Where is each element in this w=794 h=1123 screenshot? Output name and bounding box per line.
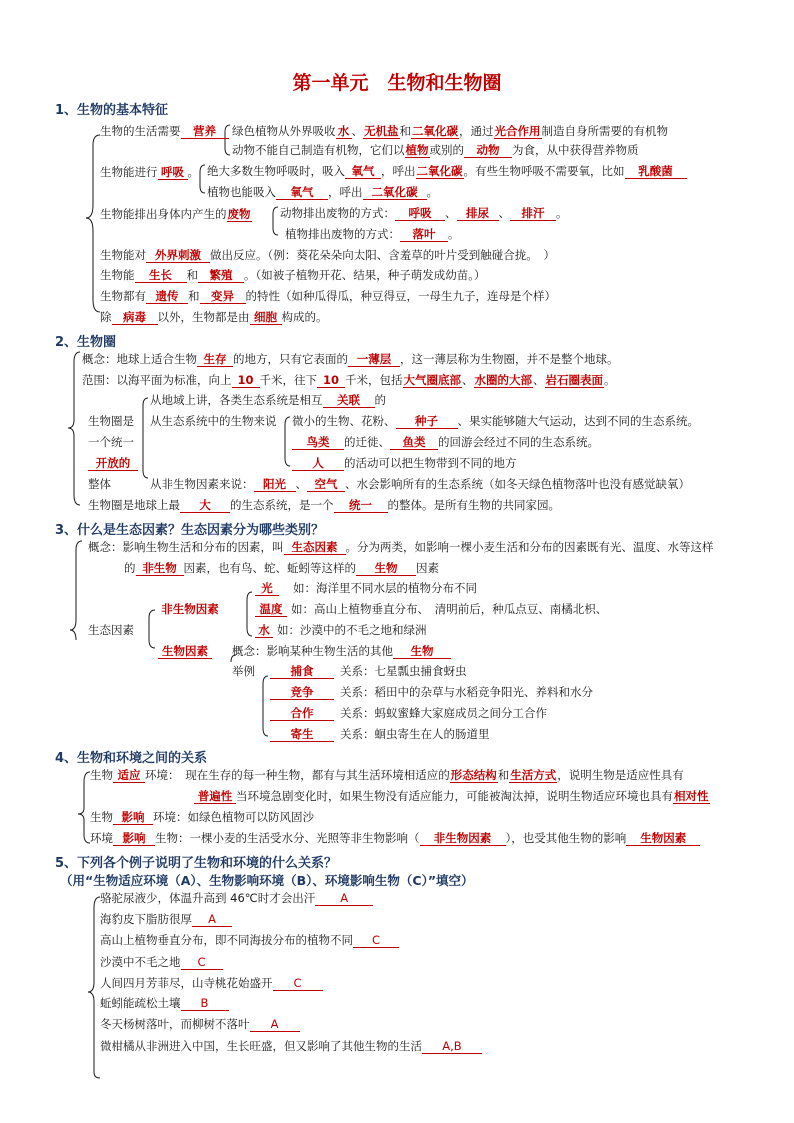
blank-reproduction: 繁殖 bbox=[198, 269, 244, 283]
blank-atmosphere: 大气圈底部 bbox=[403, 373, 461, 387]
text: 生物 bbox=[90, 768, 113, 782]
factor-concept-row-2 bbox=[124, 561, 439, 576]
text: 如：海洋里不同水层的植物分布不同 bbox=[293, 581, 477, 595]
example-item bbox=[100, 891, 373, 906]
text: ，说明生物是适应性具有 bbox=[557, 768, 684, 782]
blank-organisms: 生物 bbox=[393, 645, 451, 659]
blank-biotic-factor: 生物因素 bbox=[626, 832, 700, 846]
text: 环境：如绿色植物可以防风固沙 bbox=[153, 810, 314, 824]
blank-temperature: 温度 bbox=[255, 603, 287, 617]
blank-animals: 动物 bbox=[464, 144, 512, 158]
blank-competition: 竞争 bbox=[270, 686, 334, 700]
example-cooperation bbox=[270, 706, 547, 721]
respiration-row-1 bbox=[207, 164, 687, 179]
animal-nutrition-row bbox=[232, 143, 639, 158]
text: 。 bbox=[604, 373, 616, 387]
example-item bbox=[100, 912, 232, 927]
example-label: 举例 bbox=[232, 664, 255, 678]
answer-blank: C bbox=[181, 956, 223, 970]
adapt-row-2 bbox=[194, 789, 710, 804]
temperature-row bbox=[255, 602, 607, 617]
text: 的回游会经过不同的生态系统。 bbox=[438, 435, 599, 449]
text: 、水会影响所有的生态系统（如冬天绿色植物落叶也没有感觉缺氧） bbox=[345, 477, 690, 491]
text: 构成的。 bbox=[281, 310, 328, 324]
text: 关系：蛔虫寄生在人的肠道里 bbox=[340, 727, 490, 741]
text: 。有些生物呼吸不需要氧，比如 bbox=[463, 164, 625, 178]
blank-respiration: 呼吸 bbox=[158, 166, 188, 180]
blank-abiotic-factor: 非生物因素 bbox=[420, 832, 506, 846]
example-text: 海豹皮下脂肪很厚 bbox=[100, 912, 192, 926]
abiotic-label bbox=[158, 602, 222, 617]
blank-co2: 二氧化碳 bbox=[416, 164, 463, 178]
adapt-row-1 bbox=[90, 768, 684, 783]
text: 因素 bbox=[416, 561, 439, 575]
example-text: 沙漠中不毛之地 bbox=[100, 955, 181, 969]
text: 、 bbox=[498, 206, 510, 220]
text: 。（如被子植物开花、结果，种子萌发成幼苗。） bbox=[244, 268, 486, 282]
heredity-row bbox=[100, 289, 556, 304]
text: 生物能 bbox=[100, 268, 135, 282]
text: 、 bbox=[295, 477, 307, 491]
biotic-concept-row bbox=[232, 644, 451, 659]
text: 从非生物因素来说： bbox=[150, 477, 254, 491]
example-text: 蚯蚓能疏松土壤 bbox=[100, 996, 181, 1010]
blank-ecological-factor: 生态因素 bbox=[284, 541, 346, 555]
cell-row bbox=[100, 310, 328, 325]
blank-relativity: 相对性 bbox=[674, 789, 709, 803]
section-2-heading: 2、生物圈 bbox=[55, 335, 117, 350]
blank-survival: 生存 bbox=[197, 353, 233, 367]
example-item bbox=[100, 933, 399, 948]
text: 以外，生物都是由 bbox=[157, 310, 250, 324]
text: 环境 bbox=[90, 831, 113, 845]
blank-lifestyle: 生活方式 bbox=[510, 768, 557, 782]
text: 生物因素 bbox=[158, 645, 212, 659]
text: 和 bbox=[188, 289, 200, 303]
text: ），也受其他生物的影响 bbox=[505, 831, 627, 845]
blank-variation: 变异 bbox=[200, 290, 246, 304]
environment-row bbox=[90, 831, 700, 846]
text: 的活动可以把生物带到不同的地方 bbox=[344, 456, 517, 470]
blank-cell: 细胞 bbox=[250, 311, 282, 325]
biosphere-largest-row bbox=[88, 498, 560, 513]
factor-concept-row-1 bbox=[88, 540, 714, 555]
text: 、 bbox=[533, 373, 545, 387]
text: 绿色植物从外界吸收 bbox=[232, 124, 336, 138]
text: 生物圈是地球上最 bbox=[88, 498, 180, 512]
blank-plants: 植物 bbox=[405, 143, 429, 157]
blank-thin-layer: 一薄层 bbox=[348, 353, 400, 367]
text: 生物能对 bbox=[100, 248, 146, 262]
text: 关系：七星瓢虫捕食蚜虫 bbox=[340, 664, 467, 678]
text: 植物排出废物的方式： bbox=[285, 227, 400, 241]
text: 绝大多数生物呼吸时，吸入 bbox=[207, 164, 345, 178]
plant-waste-row bbox=[285, 227, 460, 242]
blank-affect: 影响 bbox=[113, 811, 153, 825]
blank-oxygen: 氧气 bbox=[345, 165, 381, 179]
bio-row-3 bbox=[292, 456, 517, 471]
eco-related-row bbox=[150, 393, 386, 408]
text: 的特性（如种瓜得瓜，种豆得豆，一母生九子，连母是个样） bbox=[245, 289, 556, 303]
biosphere-left-1: 生物圈是 bbox=[88, 414, 134, 428]
waste-label-row bbox=[100, 207, 252, 222]
blank-open: 开放的 bbox=[88, 457, 138, 471]
text: 动物不能自己制造有机物，它们以 bbox=[232, 143, 405, 157]
example-text: 冬天杨树落叶，而柳树不落叶 bbox=[100, 1017, 250, 1031]
text: 、 bbox=[445, 206, 457, 220]
text: 和 bbox=[497, 768, 510, 782]
text: 如：高山上植物垂直分布、 清明前后，种瓜点豆、南橘北枳、 bbox=[291, 602, 608, 616]
answer-blank: A bbox=[192, 913, 232, 927]
text: 当环境急剧变化时，如果生物没有适应能力，可能被淘汰掉，说明生物适应环境也具有 bbox=[236, 789, 673, 803]
section-5-heading: 5、下列各个例子说明了生物和环境的什么关系？ bbox=[55, 856, 338, 871]
answer-blank: A bbox=[315, 892, 373, 906]
blank-leaf-fall: 落叶 bbox=[400, 228, 448, 242]
text: 。分为两类，如影响一棵小麦生活和分布的因素既有光、温度、水等这样 bbox=[345, 540, 714, 554]
blank-down-km: 10 bbox=[317, 374, 345, 388]
blank-unified: 统一 bbox=[334, 499, 388, 513]
example-item bbox=[100, 1039, 482, 1054]
text: 生物能进行 bbox=[100, 165, 158, 179]
respiration-label-row bbox=[100, 165, 199, 180]
blank-water: 水 bbox=[255, 624, 273, 638]
nutrition-label-row bbox=[100, 124, 229, 139]
blank-up-km: 10 bbox=[232, 374, 260, 388]
text: 做出反应。（例：葵花朵朵向太阳、含羞草的叶片受到触碰合拢。 ） bbox=[210, 248, 555, 262]
bio-row-2 bbox=[292, 435, 599, 450]
text: 从地域上讲，各类生态系统是相互 bbox=[150, 393, 323, 407]
example-competition bbox=[270, 685, 593, 700]
blank-minerals: 无机盐 bbox=[364, 124, 399, 138]
affect-row bbox=[90, 810, 314, 825]
blank-growth: 生长 bbox=[135, 269, 187, 283]
text: 的 bbox=[124, 561, 136, 575]
text: 范围：以海平面为标准，向上 bbox=[82, 373, 232, 387]
example-text: 高山上植物垂直分布，即不同海拔分布的植物不同 bbox=[100, 933, 353, 947]
section-3-heading: 3、什么是生态因素？生态因素分为哪些类别？ bbox=[55, 523, 325, 538]
blank-related: 关联 bbox=[323, 394, 375, 408]
blank-human: 人 bbox=[292, 457, 344, 471]
blank-air: 空气 bbox=[307, 478, 345, 492]
text: 生物能排出身体内产生的 bbox=[100, 207, 227, 221]
text: 因素，也有鸟、蛇、蚯蚓等这样的 bbox=[183, 561, 356, 575]
text: 的地方，只有它表面的 bbox=[233, 352, 348, 366]
blank-lactobacillus: 乳酸菌 bbox=[625, 165, 687, 179]
page-title: 第一单元 生物和生物圈 bbox=[292, 72, 502, 94]
blank-virus: 病毒 bbox=[112, 311, 158, 325]
blank-heredity: 遗传 bbox=[146, 290, 188, 304]
biosphere-range-row bbox=[82, 373, 616, 388]
blank-fish: 鱼类 bbox=[390, 436, 438, 450]
blank-birds: 鸟类 bbox=[292, 436, 344, 450]
text: 、 bbox=[462, 373, 474, 387]
text: 概念：地球上适合生物 bbox=[82, 352, 197, 366]
example-item bbox=[100, 996, 229, 1011]
section-4-heading: 4、生物和环境之间的关系 bbox=[55, 751, 208, 766]
text: 和 bbox=[186, 268, 198, 282]
blank-affect: 影响 bbox=[113, 832, 155, 846]
text: 制造自身所需要的有机物 bbox=[541, 124, 668, 138]
text: 的 bbox=[374, 393, 386, 407]
blank-predation: 捕食 bbox=[270, 665, 334, 679]
abiotic-row bbox=[150, 477, 690, 492]
answer-blank: B bbox=[181, 997, 229, 1011]
text: 千米，往下 bbox=[259, 373, 317, 387]
text: 环境： 现在生存的每一种生物，都有与其生活环境相适应的 bbox=[145, 768, 450, 782]
section-5-subheading: （用“生物适应环境（A）、生物影响环境（B）、环境影响生物（C）”填空） bbox=[60, 873, 474, 888]
answer-blank: A bbox=[250, 1018, 300, 1032]
text: 的迁徙、 bbox=[344, 435, 390, 449]
blank-sunlight: 阳光 bbox=[254, 478, 296, 492]
biosphere-left-3 bbox=[88, 456, 138, 471]
blank-co2: 二氧化碳 bbox=[363, 186, 427, 200]
biosphere-left-4: 整体 bbox=[88, 477, 111, 491]
example-item bbox=[100, 955, 223, 970]
animal-waste-row bbox=[280, 206, 568, 221]
blank-abiotic: 非生物 bbox=[136, 562, 184, 576]
blank-breathing: 呼吸 bbox=[395, 207, 445, 221]
nutrition-label: 生物的生活需要 bbox=[100, 124, 181, 138]
text: 生物 bbox=[90, 810, 113, 824]
blank-nutrition: 营养 bbox=[181, 125, 229, 139]
answer-blank: C bbox=[353, 934, 399, 948]
text: 、 bbox=[351, 124, 363, 138]
blank-oxygen: 氧气 bbox=[276, 186, 328, 200]
blank-photosynthesis: 光合作用 bbox=[494, 124, 541, 138]
example-item bbox=[100, 976, 323, 991]
text: 的生态系统，是一个 bbox=[230, 498, 334, 512]
text: 生物都有 bbox=[100, 289, 146, 303]
bio-label: 从生态系统中的生物来说 bbox=[150, 414, 277, 428]
blank-seeds: 种子 bbox=[396, 415, 458, 429]
blank-hydrosphere: 水圈的大部 bbox=[474, 373, 532, 387]
example-item bbox=[100, 1017, 300, 1032]
biosphere-concept-row bbox=[82, 352, 619, 367]
blank-largest: 大 bbox=[180, 499, 230, 513]
blank-cooperation: 合作 bbox=[270, 707, 334, 721]
text: 微小的生物、花粉、 bbox=[292, 414, 396, 428]
text: 的整体。是所有生物的共同家园。 bbox=[387, 498, 560, 512]
biotic-label bbox=[158, 644, 212, 659]
blank-adapt: 适应 bbox=[113, 769, 145, 783]
bio-row-1 bbox=[292, 414, 699, 429]
respiration-row-2 bbox=[207, 185, 438, 200]
text: 如：沙漠中的不毛之地和绿洲 bbox=[277, 623, 427, 637]
text: 概念：影响生物生活和分布的因素，叫 bbox=[88, 540, 284, 554]
blank-urination: 排尿 bbox=[457, 207, 499, 221]
text: 或别的 bbox=[429, 143, 464, 157]
example-parasitism bbox=[270, 727, 490, 742]
biosphere-left-2: 一个统一 bbox=[88, 435, 134, 449]
blank-water: 水 bbox=[336, 125, 352, 139]
factor-label: 生态因素 bbox=[88, 623, 134, 637]
stimulus-row bbox=[100, 248, 555, 263]
text: 为食，从中获得营养物质 bbox=[512, 143, 639, 157]
text: 生物：一棵小麦的生活受水分、光照等非生物影响（ bbox=[155, 831, 420, 845]
text: 。 bbox=[448, 227, 460, 241]
text: 、果实能够随大气运动，达到不同的生态系统。 bbox=[457, 414, 699, 428]
section-1-heading: 1、生物的基本特征 bbox=[55, 103, 169, 118]
text: 和 bbox=[399, 124, 411, 138]
text: 千米，包括 bbox=[345, 373, 403, 387]
blank-parasitism: 寄生 bbox=[270, 728, 334, 742]
answer-blank: A,B bbox=[422, 1040, 482, 1054]
blank-biotic: 生物 bbox=[356, 562, 416, 576]
blank-morphology: 形态结构 bbox=[450, 768, 497, 782]
text: 。 bbox=[426, 185, 438, 199]
text: 动物排出废物的方式： bbox=[280, 206, 395, 220]
text: 。 bbox=[187, 165, 199, 179]
text: 关系：稻田中的杂草与水稻竞争阳光、养料和水分 bbox=[340, 685, 593, 699]
text: ，呼出 bbox=[328, 185, 363, 199]
example-text: 微柑橘从非洲进入中国，生长旺盛，但又影响了其他生物的生活 bbox=[100, 1039, 422, 1053]
text: 除 bbox=[100, 310, 112, 324]
blank-co2: 二氧化碳 bbox=[412, 124, 458, 138]
light-row bbox=[255, 581, 477, 596]
text: ，这一薄层称为生物圈，并不是整个地球。 bbox=[400, 352, 619, 366]
text: 关系：蚂蚁蜜蜂大家庭成员之间分工合作 bbox=[340, 706, 547, 720]
blank-universality: 普遍性 bbox=[194, 790, 236, 804]
blank-lithosphere: 岩石圈表面 bbox=[545, 373, 603, 387]
water-row bbox=[255, 623, 427, 638]
text: ，通过 bbox=[459, 124, 494, 138]
text: 。 bbox=[556, 206, 568, 220]
text: 概念：影响某种生物生活的其他 bbox=[232, 644, 393, 658]
blank-stimulus: 外界刺激 bbox=[146, 249, 210, 263]
example-text: 骆驼尿液少，体温升高到 46℃时才会出汗 bbox=[100, 891, 316, 905]
text: 植物也能吸入 bbox=[207, 185, 276, 199]
blank-light: 光 bbox=[255, 582, 279, 596]
plant-nutrition-row bbox=[232, 124, 668, 139]
blank-waste: 废物 bbox=[227, 207, 251, 221]
growth-row bbox=[100, 268, 486, 283]
text: 非生物因素 bbox=[161, 602, 219, 616]
text: ，呼出 bbox=[381, 164, 416, 178]
example-predation bbox=[270, 664, 467, 679]
answer-blank: C bbox=[273, 977, 323, 991]
blank-sweating: 排汗 bbox=[510, 207, 556, 221]
example-text: 人间四月芳菲尽，山寺桃花始盛开 bbox=[100, 976, 273, 990]
